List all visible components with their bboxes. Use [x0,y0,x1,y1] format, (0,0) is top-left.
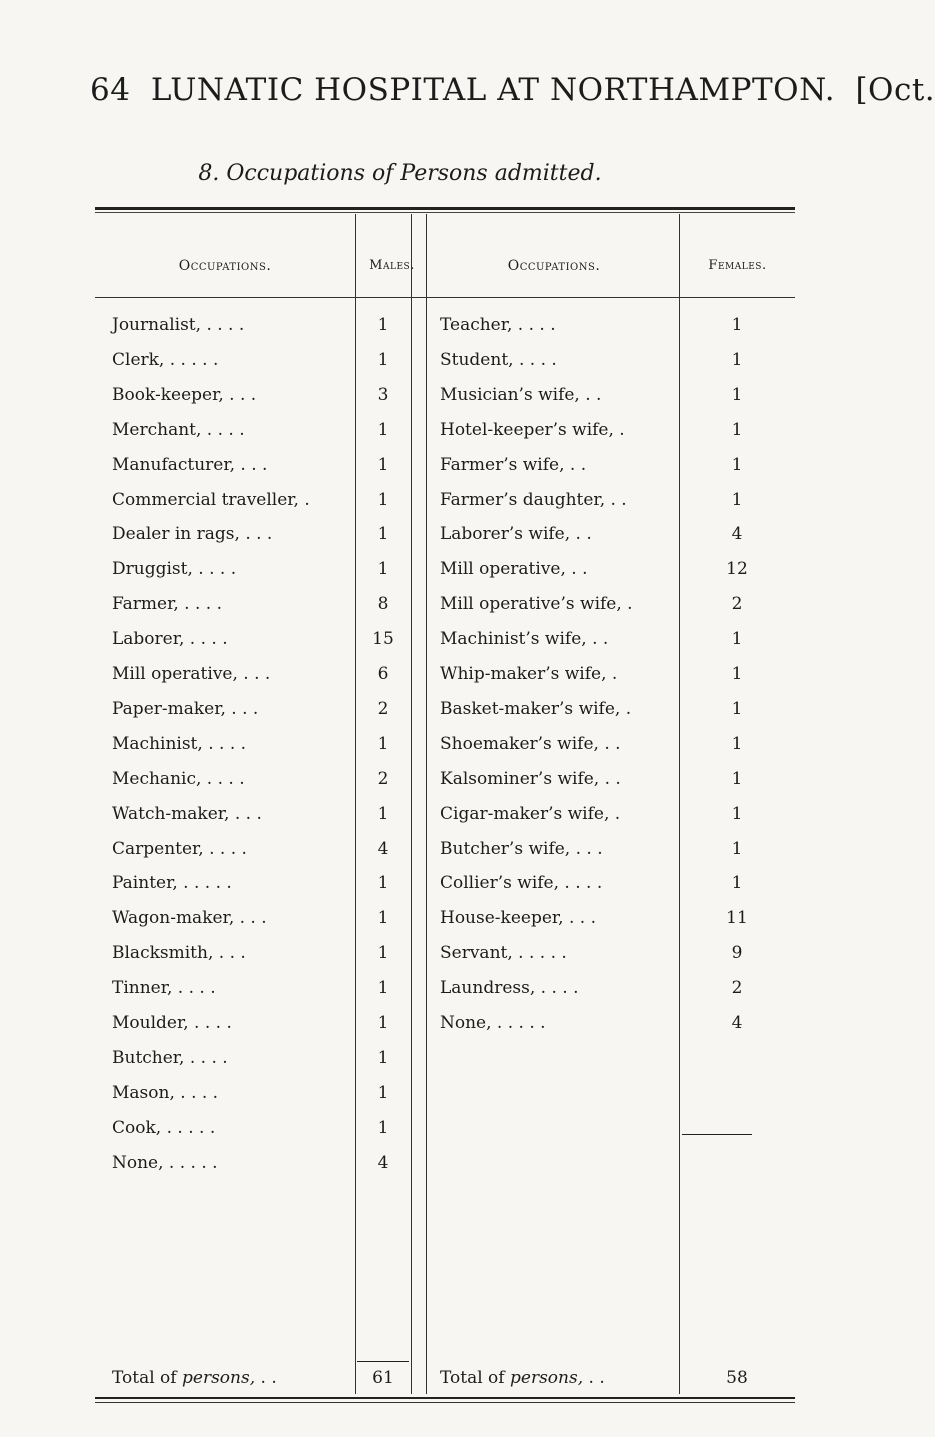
female-occupation: Butcher’s wife, . . . [440,838,603,859]
female-row [0,315,800,349]
male-occupation: None, . . . . . [112,1152,218,1173]
table-title: 8. Occupations of Persons admitted. [198,161,602,186]
male-occupation: Moulder, . . . . [112,1013,232,1033]
female-occupation: Farmer’s wife, . . [440,454,587,475]
male-occupation: Farmer, . . . . [112,594,222,615]
male-count: 1 [377,1082,389,1103]
female-count: 1 [731,315,743,335]
female-occupation: Servant, . . . . . [440,943,567,964]
female-row [0,699,800,733]
female-row [0,350,800,384]
female-occupation: Machinist’s wife, . . [440,629,609,650]
female-occupation: Basket-maker’s wife, . [440,698,632,719]
female-row [0,908,800,942]
female-occupation: Laundress, . . . . [440,978,579,999]
male-count: 8 [377,594,389,615]
females-total-rule [682,1134,752,1135]
female-count: 1 [731,489,743,510]
male-occupation: Druggist, . . . . [112,559,237,580]
female-count: 1 [731,454,743,475]
male-count: 1 [377,1117,389,1138]
male-occupation: Mechanic, . . . . [112,768,245,789]
female-occupation: Student, . . . . [440,349,557,370]
male-count: 1 [377,1013,389,1033]
page-number: 64 [90,72,131,108]
male-occupation: Journalist, . . . . [112,315,245,335]
female-count: 9 [731,943,743,964]
male-count: 1 [377,454,389,475]
female-occupation: Kalsominer’s wife, . . [440,768,621,789]
female-count: 1 [731,873,743,894]
female-occupation: Shoemaker’s wife, . . [440,733,621,754]
female-row [0,769,800,803]
male-occupation: Merchant, . . . . [112,419,245,440]
male-count: 2 [377,768,389,789]
female-occupation: Whip-maker’s wife, . [440,664,618,684]
male-count: 1 [377,873,389,894]
column-header-occupations-females: Occupations. [507,258,601,274]
header-rule [95,297,795,298]
male-occupation: Carpenter, . . . . [112,838,247,859]
male-occupation: Wagon-maker, . . . [112,908,267,929]
female-row [0,559,800,593]
female-count: 1 [731,349,743,370]
male-count: 1 [377,419,389,440]
female-row [0,839,800,873]
page-header [90,72,935,108]
female-occupation: Teacher, . . . . [440,315,556,335]
female-count: 1 [731,803,743,824]
male-occupation: Commercial traveller, . [112,489,310,510]
male-count: 1 [377,1047,389,1068]
females-total-label: Total of persons, . . [440,1368,605,1388]
female-row [0,804,800,838]
female-count: 4 [731,1013,743,1033]
female-occupation: Mill operative’s wife, . [440,594,633,615]
male-count: 4 [377,1152,389,1173]
bottom-rule [95,1397,795,1399]
female-occupation: Farmer’s daughter, . . [440,489,627,510]
female-row [0,385,800,419]
male-occupation: Painter, . . . . . [112,873,232,894]
column-header-occupations-males: Occupations. [178,258,272,274]
male-occupation: Manufacturer, . . . [112,454,268,475]
female-occupation: Collier’s wife, . . . . [440,873,603,894]
female-row [0,629,800,663]
female-row [0,490,800,524]
male-row [0,1153,800,1187]
males-total-rule [357,1361,409,1362]
male-count: 1 [377,908,389,929]
female-count: 1 [731,419,743,440]
female-count: 1 [731,698,743,719]
page-date: [Oct. [855,72,935,108]
male-count: 1 [377,943,389,964]
female-row [0,664,800,698]
female-row [0,524,800,558]
male-count: 1 [377,559,389,580]
male-occupation: Blacksmith, . . . [112,943,246,964]
female-count: 1 [731,838,743,859]
bottom-rule-thin [95,1402,795,1403]
female-row [0,734,800,768]
male-count: 1 [377,489,389,510]
male-count: 1 [377,524,389,545]
female-count: 2 [731,978,743,999]
male-occupation: Paper-maker, . . . [112,698,259,719]
male-count: 1 [377,978,389,999]
female-count: 2 [731,594,743,615]
male-occupation: Book-keeper, . . . [112,384,257,405]
female-count: 1 [731,664,743,684]
male-count: 1 [377,803,389,824]
female-count: 1 [731,733,743,754]
male-occupation: Clerk, . . . . . [112,349,219,370]
female-count: 1 [731,629,743,650]
males-total-label: Total of persons, . . [112,1368,277,1388]
top-rule [95,207,795,210]
male-count: 2 [377,698,389,719]
female-occupation: House-keeper, . . . [440,908,596,929]
female-count: 11 [726,908,748,929]
female-occupation: None, . . . . . [440,1013,546,1033]
male-occupation: Mill operative, . . . [112,664,271,684]
female-row [0,455,800,489]
male-occupation: Cook, . . . . . [112,1117,216,1138]
male-count: 1 [377,349,389,370]
female-count: 4 [731,524,743,545]
female-row [0,420,800,454]
male-row [0,1048,800,1082]
male-count: 4 [377,838,389,859]
male-count: 1 [377,315,389,335]
female-occupation: Laborer’s wife, . . [440,524,592,545]
female-row [0,873,800,907]
male-row [0,1083,800,1117]
female-occupation: Mill operative, . . [440,559,588,580]
males-total: 61 [372,1368,394,1388]
male-count: 15 [372,629,394,650]
male-count: 1 [377,733,389,754]
female-row [0,943,800,977]
male-occupation: Laborer, . . . . [112,629,228,650]
female-occupation: Musician’s wife, . . [440,384,602,405]
female-count: 1 [731,384,743,405]
male-occupation: Tinner, . . . . [112,978,216,999]
top-rule-thin [95,212,795,213]
female-occupation: Hotel-keeper’s wife, . [440,419,625,440]
male-count: 3 [377,384,389,405]
column-header-males: Males. [369,258,415,273]
male-occupation: Butcher, . . . . [112,1047,228,1068]
male-occupation: Watch-maker, . . . [112,803,262,824]
column-header-females: Females. [708,258,767,273]
male-occupation: Machinist, . . . . [112,733,247,754]
female-row [0,1013,800,1047]
female-occupation: Cigar-maker’s wife, . [440,803,621,824]
male-occupation: Mason, . . . . [112,1082,219,1103]
female-count: 1 [731,768,743,789]
male-occupation: Dealer in rags, . . . [112,524,273,545]
female-count: 12 [726,559,748,580]
male-row [0,1118,800,1152]
female-row [0,978,800,1012]
female-row [0,594,800,628]
running-title: LUNATIC HOSPITAL AT NORTHAMPTON. [150,72,836,108]
females-total: 58 [726,1368,748,1388]
male-count: 6 [377,664,389,684]
